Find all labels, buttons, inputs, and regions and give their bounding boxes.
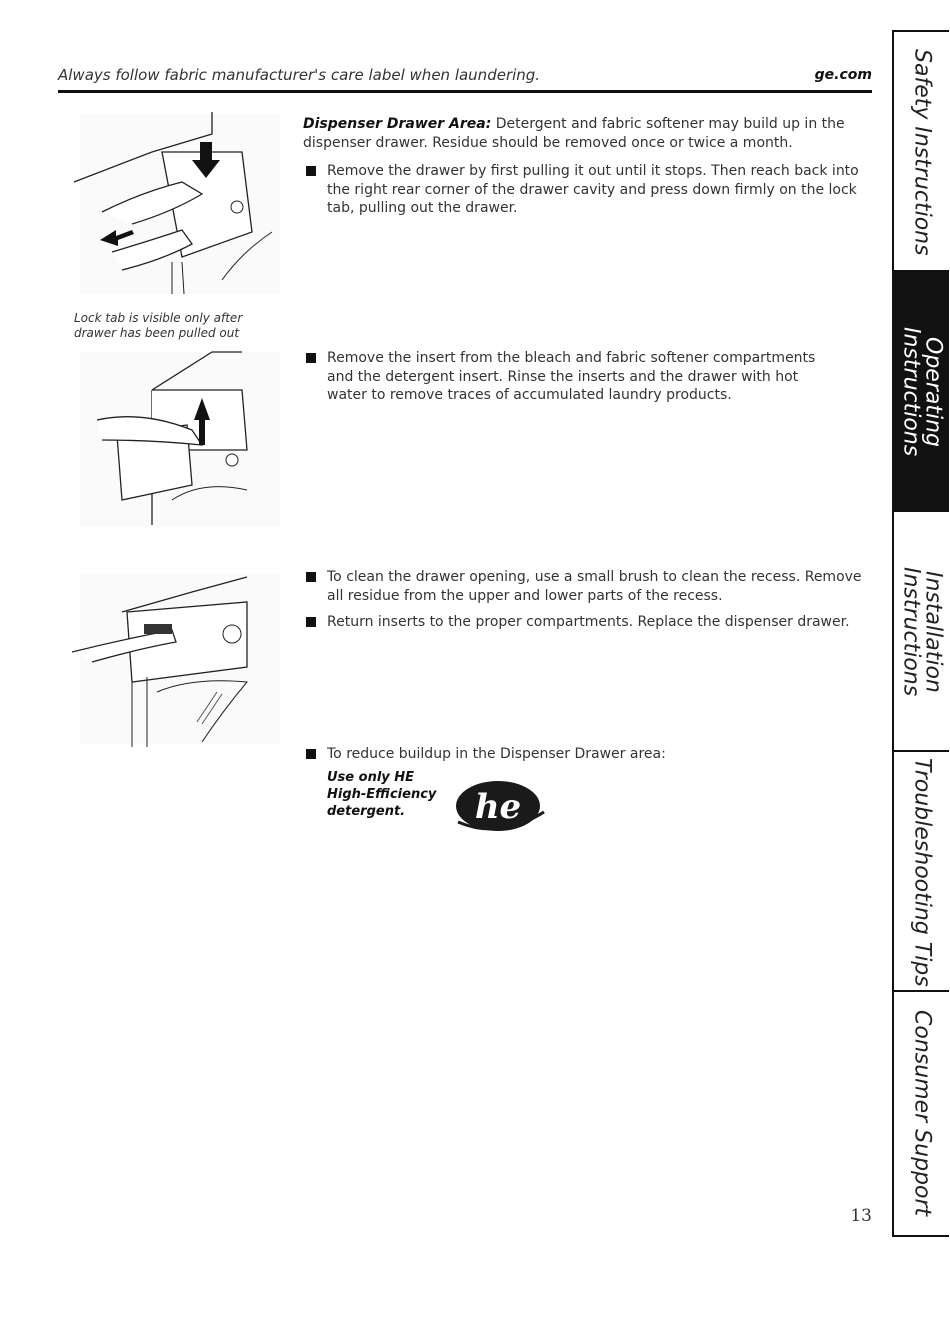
list-item (303, 162, 873, 218)
section-clean-opening (303, 568, 873, 638)
header-divider (58, 90, 872, 93)
bullet-text: To reduce buildup in the Dispenser Drawer area: (327, 746, 666, 762)
section-insert-removal (303, 349, 823, 411)
bullet-text: Remove the drawer by first pulling it out until it stops. Then reach back into the right rear corner of the drawer cavity and press down firmly on the lock tab, pulling out the drawer. (327, 163, 859, 216)
tab-label: Consumer Support (909, 1010, 935, 1217)
intro-paragraph (303, 115, 873, 152)
tab-troubleshooting-tips[interactable] (894, 750, 949, 992)
figure-caption: Lock tab is visible only after drawer has been pulled out (74, 311, 243, 340)
tab-label: Troubleshooting Tips (909, 757, 935, 987)
tab-label: Operating Instructions (898, 327, 946, 457)
tab-safety-instructions[interactable] (894, 30, 949, 272)
he-logo-text: he (474, 787, 522, 827)
page-number: 13 (850, 1206, 872, 1226)
section-reduce-buildup (303, 745, 873, 770)
tab-consumer-support[interactable] (894, 990, 949, 1235)
bullet-square-icon (306, 617, 316, 627)
list-item (303, 613, 873, 632)
list-item (303, 568, 873, 605)
drawer-removal-illustration (72, 112, 282, 297)
tab-label: Installation Instructions (898, 567, 946, 697)
list-item (303, 349, 823, 405)
bullet-square-icon (306, 353, 316, 363)
bullet-square-icon (306, 749, 316, 759)
bullet-text: To clean the drawer opening, use a small brush to clean the recess. Remove all residue from the upper and lower parts of the recess. (327, 569, 862, 604)
tab-label: Safety Instructions (909, 48, 935, 256)
header-tagline: Always follow fabric manufacturer's care label when laundering. (58, 66, 541, 84)
drawer-opening-cleaning-illustration (72, 572, 282, 752)
list-item (303, 745, 873, 764)
section-heading: Dispenser Drawer Area: (303, 116, 492, 132)
he-logo-icon (450, 778, 550, 842)
bullet-square-icon (306, 166, 316, 176)
bullet-text: Remove the insert from the bleach and fabric softener compartments and the detergent insert. Rinse the inserts and the drawer with hot water to remove traces of accumulated laundry products. (327, 350, 816, 403)
tab-installation-instructions[interactable] (894, 510, 949, 752)
intro-text: Detergent and fabric softener may build up in the dispenser drawer. Residue should be removed once or twice a month. (303, 116, 845, 151)
bullet-text: Return inserts to the proper compartments. Replace the dispenser drawer. (327, 614, 850, 630)
section-dispenser-drawer (303, 115, 873, 224)
insert-removal-illustration (72, 350, 282, 530)
he-detergent-note: Use only HE High-Efficiency detergent. (327, 770, 437, 819)
tab-operating-instructions[interactable] (894, 270, 949, 512)
header-site-link[interactable]: ge.com (814, 67, 872, 83)
bullet-square-icon (306, 572, 316, 582)
side-tab-navigation (892, 30, 949, 1237)
